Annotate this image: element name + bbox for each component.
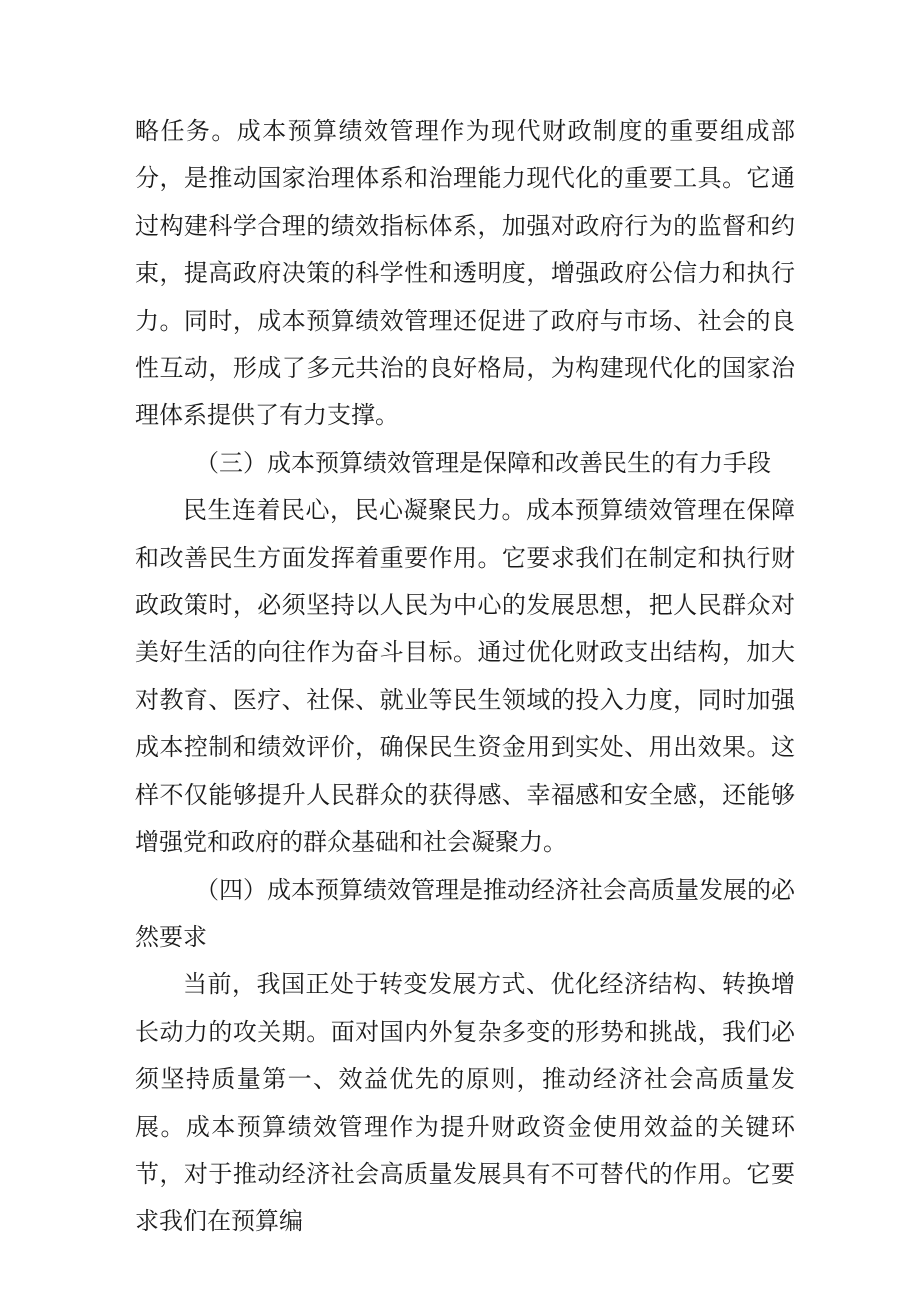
document-body xyxy=(135,108,795,1246)
section-heading-four: （四）成本预算绩效管理是推动经济社会高质量发展的必然要求 xyxy=(135,875,795,951)
paragraph-livelihood: 民生连着民心，民心凝聚民力。成本预算绩效管理在保障和改善民生方面发挥着重要作用。它要求我们在制定和执行财政政策时，必须坚持以人民为中心的发展思想，把人民群众对美好生活的向往作为奋斗目标。通过优化财政支出结构，加大对教育、医疗、社保、就业等民生领域的投入力度，同时加强成本控制和绩效评价，确保民生资金用到实处、用出效果。这样不仅能够提升人民群众的获得感、幸福感和安全感，还能够增强党和政府的群众基础和社会凝聚力。 xyxy=(135,496,795,857)
paragraph-continuation: 略任务。成本预算绩效管理作为现代财政制度的重要组成部分，是推动国家治理体系和治理能力现代化的重要工具。它通过构建科学合理的绩效指标体系，加强对政府行为的监督和约束，提高政府决策的科学性和透明度，增强政府公信力和执行力。同时，成本预算绩效管理还促进了政府与市场、社会的良性互动，形成了多元共治的良好格局，为构建现代化的国家治理体系提供了有力支撑。 xyxy=(135,117,795,430)
section-heading-three: （三）成本预算绩效管理是保障和改善民生的有力手段 xyxy=(195,448,771,477)
paragraph-high-quality-development: 当前，我国正处于转变发展方式、优化经济结构、转换增长动力的攻关期。面对国内外复杂多变的形势和挑战，我们必须坚持质量第一、效益优先的原则，推动经济社会高质量发展。成本预算绩效管理作为提升财政资金使用效益的关键环节，对于推动经济社会高质量发展具有不可替代的作用。它要求我们在预算编 xyxy=(135,970,795,1236)
